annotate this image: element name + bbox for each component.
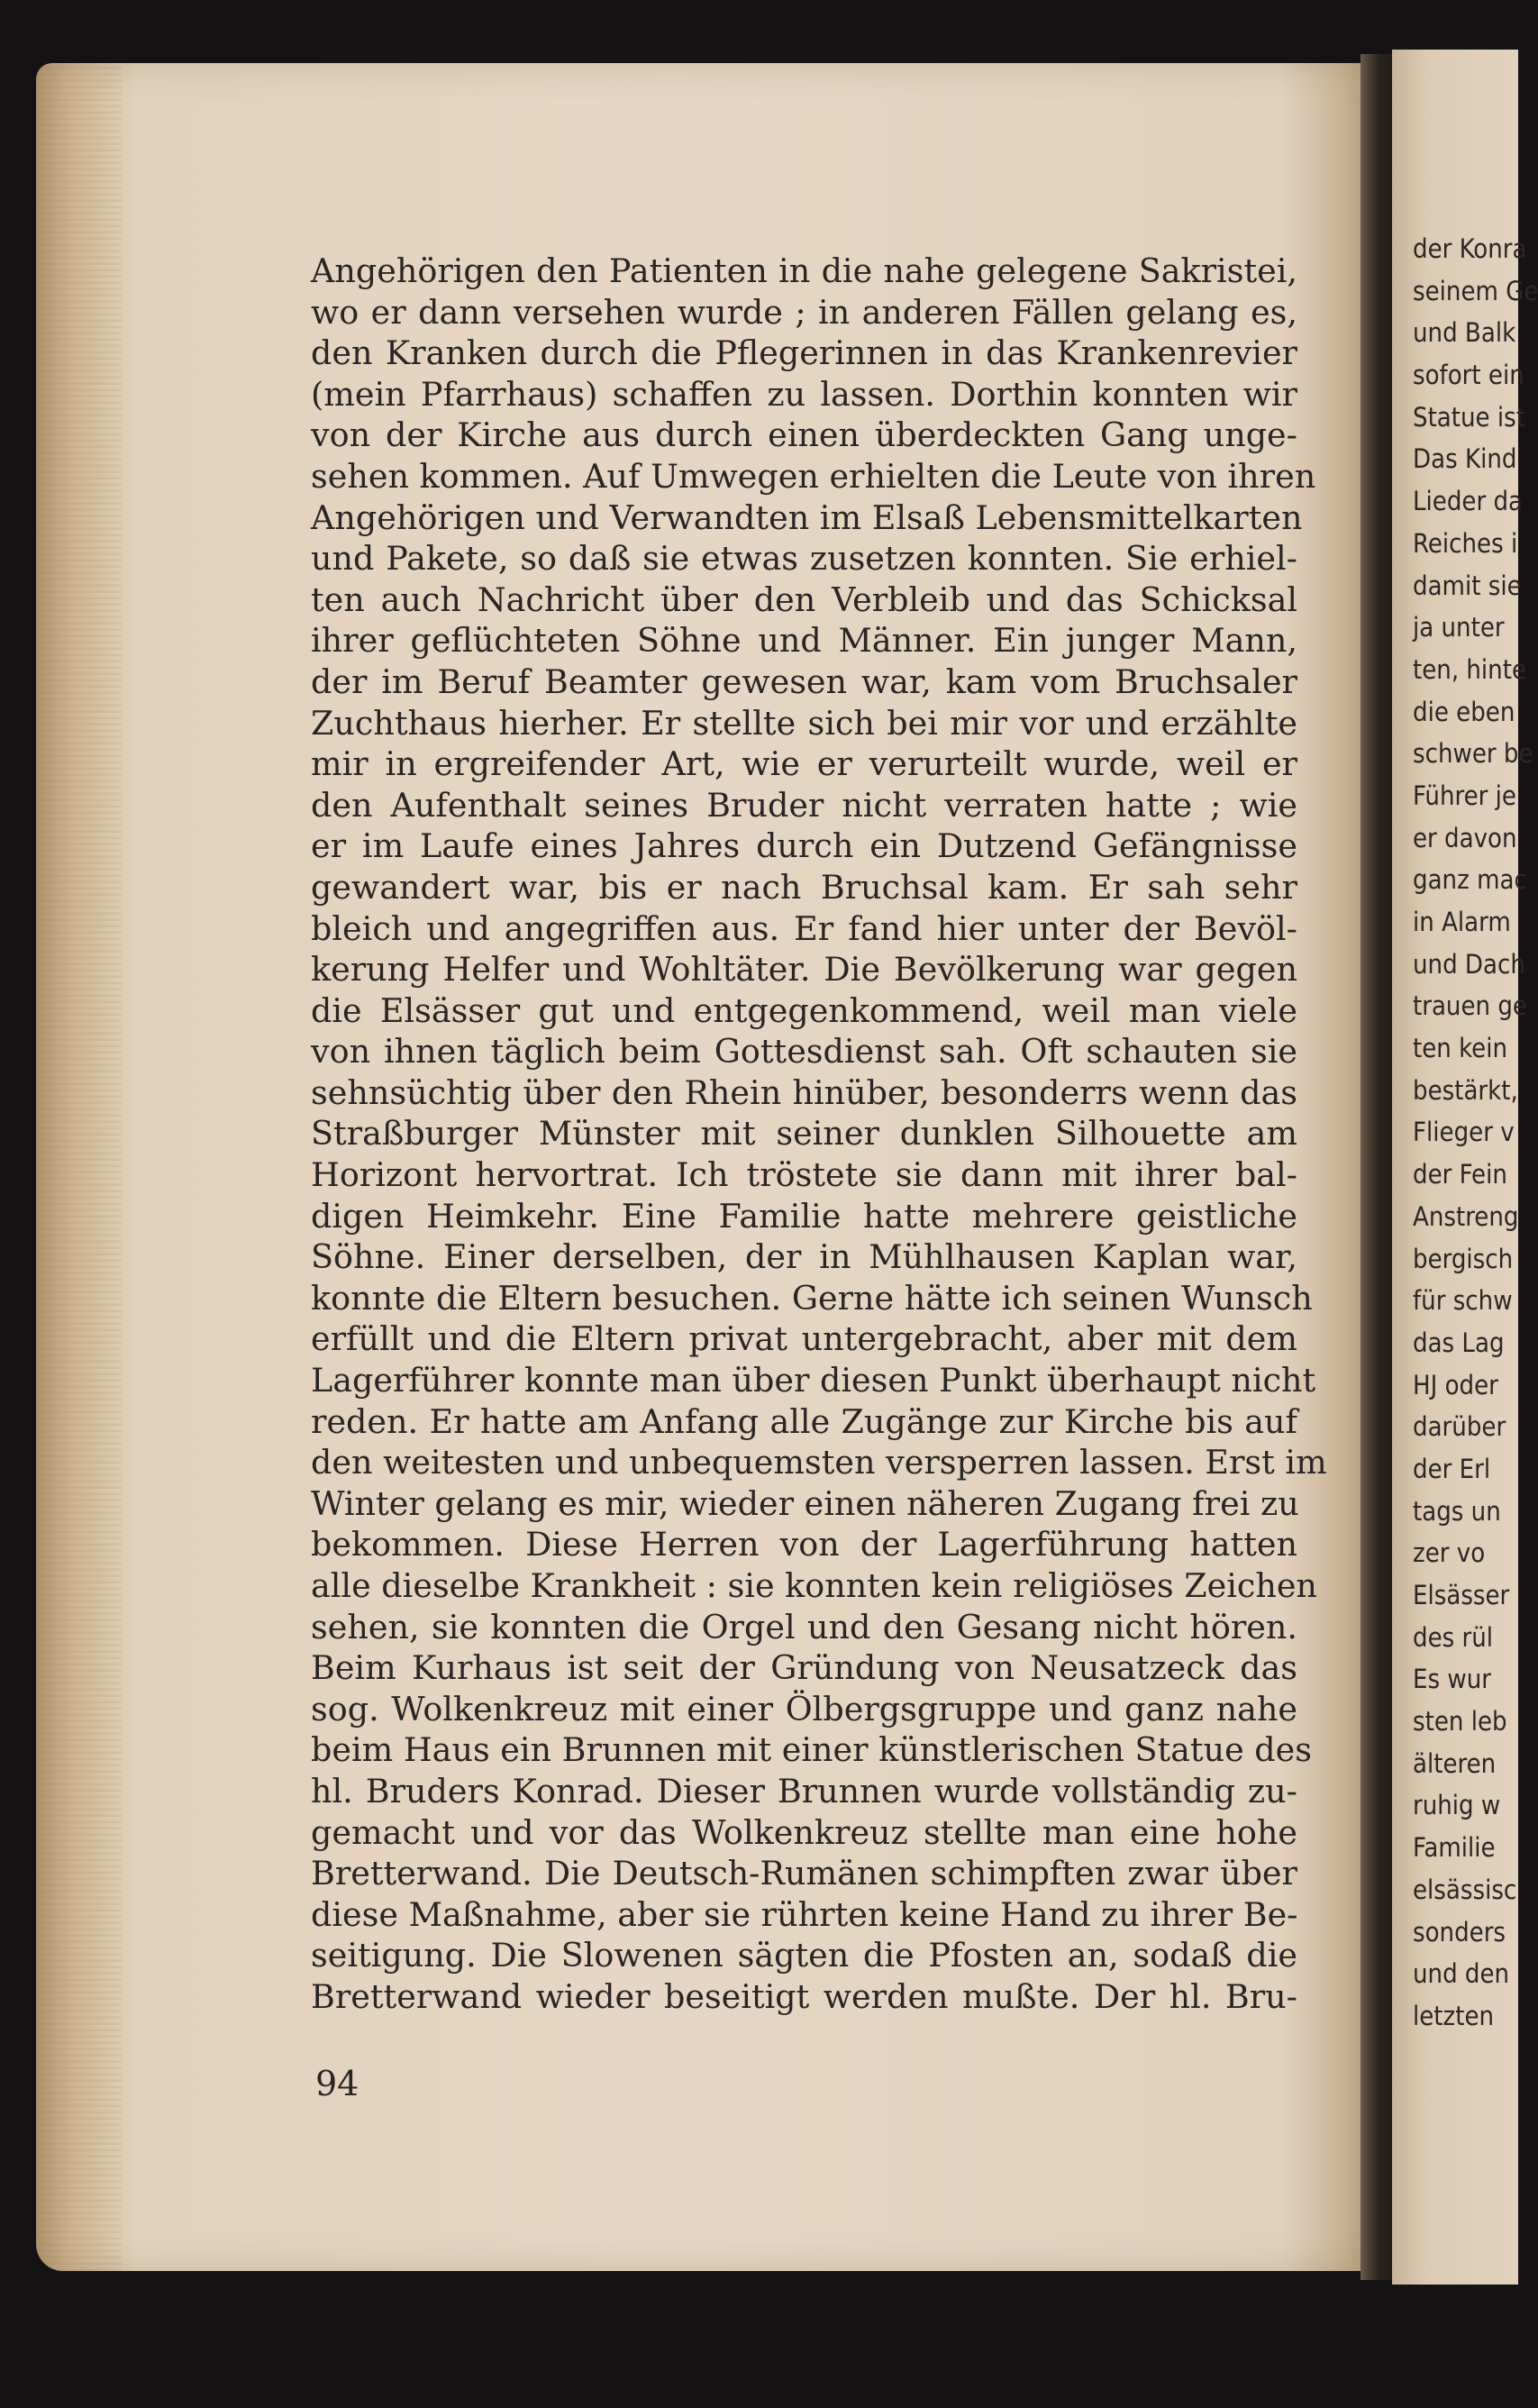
right-text-line: der Erl [1413,1453,1491,1484]
right-text-line: Lieder da [1413,486,1524,517]
right-text-line: Statue ist [1413,401,1525,433]
text-line: Zuchthaus hierher. Er stellte sich bei mir vor und erzählte [311,703,1297,743]
text-line: Horizont hervortrat. Ich tröstete sie dann mit ihrer bal- [311,1155,1297,1195]
text-line: reden. Er hatte am Anfang alle Zugänge zur Kirche bis auf [311,1401,1297,1441]
right-text-line: die eben [1413,696,1515,727]
right-text-line: Elsässer [1413,1580,1510,1610]
text-line: erfüllt und die Eltern privat untergebracht, aber mit dem [311,1319,1297,1359]
page-edge [36,63,122,2271]
right-text-line: ruhig w [1413,1790,1501,1821]
left-page-text [311,251,1327,2018]
text-line: er im Laufe eines Jahres durch ein Dutzend Gefängnisse [311,826,1297,866]
right-text-line: sonders [1413,1916,1506,1947]
right-text-line: für schw [1413,1285,1513,1317]
right-text-line: damit sie [1413,570,1522,601]
right-text-line: trauen ge [1413,990,1527,1022]
text-line: mir in ergreifender Art, wie er verurteilt wurde, weil er [311,744,1297,784]
right-text-line: letzten [1413,2000,1495,2031]
text-line: Winter gelang es mir, wieder einen näheren Zugang frei zu [311,1483,1299,1523]
text-line: den weitesten und unbequemsten versperren lassen. Erst im [311,1443,1327,1482]
text-line: wo er dann versehen wurde ; in anderen Fällen gelang es, [311,292,1297,332]
right-text-line: ganz mac [1413,864,1527,896]
text-line: kerung Helfer und Wohltäter. Die Bevölkerung war gegen [311,950,1297,990]
right-text-line: und Dach [1413,948,1525,980]
text-line: konnte die Eltern besuchen. Gerne hätte ich seinen Wunsch [311,1278,1313,1318]
right-text-line: älteren [1413,1747,1497,1779]
right-text-line: ten, hinte [1413,653,1526,685]
right-text-line: der Fein [1413,1159,1507,1190]
right-text-line: schwer be [1413,738,1533,770]
right-text-line: Flieger v [1413,1117,1515,1148]
text-line: alle dieselbe Krankheit : sie konnten kein religiöses Zeichen [311,1566,1317,1605]
right-text-line: elsässisc [1413,1874,1517,1905]
right-text-line: sten leb [1413,1706,1507,1738]
right-page-text [1413,228,1538,2038]
text-line: Angehörigen den Patienten in die nahe gelegene Sakristei, [311,251,1297,290]
text-line: Söhne. Einer derselben, der in Mühlhausen Kaplan war, [311,1237,1297,1277]
right-text-line: seinem Ge [1413,275,1538,306]
right-text-line: HJ oder [1413,1369,1498,1400]
text-line: bleich und angegriffen aus. Er fand hier unter der Bevöl- [311,908,1297,948]
text-line: (mein Pfarrhaus) schaffen zu lassen. Dorthin konnten wir [311,374,1297,414]
right-text-line: das Lag [1413,1327,1505,1358]
text-line: von der Kirche aus durch einen überdeckten Gang unge- [311,415,1297,455]
text-line: der im Beruf Beamter gewesen war, kam vom Bruchsaler [311,661,1297,701]
text-line: digen Heimkehr. Eine Familie hatte mehrere geistliche [311,1196,1297,1236]
right-text-line: Das Kind [1413,443,1517,475]
text-line: und Pakete, so daß sie etwas zusetzen konnten. Sie erhiel- [311,539,1297,579]
text-line: den Kranken durch die Pflegerinnen in das Krankenrevier [311,333,1297,373]
text-line: den Aufenthalt seines Bruder nicht verraten hatte ; wie [311,785,1297,825]
text-line: Straßburger Münster mit seiner dunklen Silhouette am [311,1114,1297,1154]
right-text-line: ja unter [1413,612,1505,643]
text-line: hl. Bruders Konrad. Dieser Brunnen wurde vollständig zu- [311,1771,1297,1811]
right-text-line: und den [1413,1958,1510,1990]
page-number: 94 [315,2064,359,2103]
right-text-line: und Balk [1413,317,1516,349]
text-line: gewandert war, bis er nach Bruchsal kam. Er sah sehr [311,867,1297,907]
right-text-line: Anstreng [1413,1200,1519,1232]
right-text-line: Es wur [1413,1664,1491,1695]
text-line: ihrer geflüchteten Söhne und Männer. Ein junger Mann, [311,621,1297,661]
right-text-line: sofort ein [1413,360,1524,391]
text-line: sehen kommen. Auf Umwegen erhielten die Leute von ihren [311,456,1316,496]
text-line: ten auch Nachricht über den Verbleib und das Schicksal [311,579,1297,619]
right-text-line: Reiches i [1413,527,1518,559]
right-text-line: des rül [1413,1621,1494,1653]
text-line: sehen, sie konnten die Orgel und den Gesang nicht hören. [311,1607,1297,1646]
text-line: die Elsässer gut und entgegenkommend, weil man viele [311,990,1297,1030]
right-text-line: ten kein [1413,1033,1508,1064]
right-text-line: zer vo [1413,1537,1486,1569]
right-text-line: darüber [1413,1411,1506,1443]
text-line: Beim Kurhaus ist seit der Gründung von Neusatzeck das [311,1648,1297,1688]
right-text-line: Familie [1413,1832,1496,1864]
text-line: sog. Wolkenkreuz mit einer Ölbergsgruppe und ganz nahe [311,1689,1297,1728]
right-text-line: in Alarm [1413,907,1511,937]
text-line: seitigung. Die Slowenen sägten die Pfosten an, sodaß die [311,1936,1297,1975]
right-text-line: bergisch [1413,1243,1514,1274]
right-text-line: Führer je [1413,780,1516,811]
right-text-line: der Konra [1413,233,1527,264]
right-text-line: bestärkt, [1413,1074,1518,1106]
text-line: von ihnen täglich beim Gottesdienst sah. Oft schauten sie [311,1032,1297,1072]
text-line: beim Haus ein Brunnen mit einer künstlerischen Statue des [311,1730,1312,1770]
text-line: Bretterwand wieder beseitigt werden mußte. Der hl. Bru- [311,1976,1297,2016]
text-line: gemacht und vor das Wolkenkreuz stellte man eine hohe [311,1812,1297,1852]
text-line: sehnsüchtig über den Rhein hinüber, besonderrs wenn das [311,1072,1297,1112]
text-line: bekommen. Diese Herren von der Lagerführung hatten [311,1525,1297,1564]
text-line: Lagerführer konnte man über diesen Punkt überhaupt nicht [311,1361,1316,1400]
text-line: Bretterwand. Die Deutsch-Rumänen schimpften zwar über [311,1854,1297,1893]
right-text-line: er davon [1413,822,1517,853]
text-line: Angehörigen und Verwandten im Elsaß Lebensmittelkarten [311,497,1303,537]
text-line: diese Maßnahme, aber sie rührten keine Hand zu ihrer Be- [311,1894,1298,1934]
right-text-line: tags un [1413,1495,1501,1527]
